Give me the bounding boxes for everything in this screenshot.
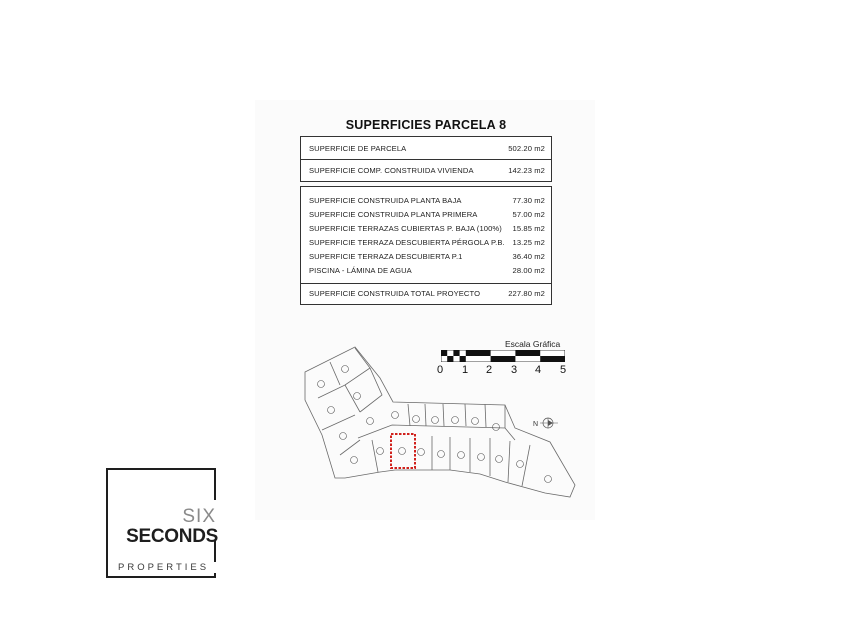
logo-six: SIX: [182, 506, 216, 527]
highlighted-plot: [391, 434, 415, 468]
row-label: SUPERFICIE CONSTRUIDA PLANTA BAJA: [309, 196, 462, 205]
table-total-row: [309, 289, 545, 298]
row-label: SUPERFICIE COMP. CONSTRUIDA VIVIENDA: [309, 166, 474, 175]
table-row: [309, 196, 545, 205]
surface-table-bottom: [300, 186, 552, 305]
row-value: 502.20 m2: [508, 144, 545, 153]
logo-properties: PROPERTIES: [118, 562, 218, 573]
scale-title: Escala Gráfica: [505, 339, 561, 349]
plot-markers: [318, 366, 552, 483]
logo-seconds: SECONDS: [126, 526, 218, 547]
surface-table-top: [300, 136, 552, 182]
table-title: SUPERFICIES PARCELA 8: [345, 118, 507, 132]
scale-number: 5: [560, 364, 567, 376]
row-label: SUPERFICIE TERRAZA DESCUBIERTA PÉRGOLA P.B.: [309, 238, 505, 247]
scale-number: 1: [462, 364, 469, 376]
north-label: N: [533, 421, 539, 428]
row-value: 15.85 m2: [512, 224, 545, 233]
row-value: 13.25 m2: [512, 238, 545, 247]
row-label: SUPERFICIE CONSTRUIDA TOTAL PROYECTO: [309, 289, 481, 298]
row-value: 36.40 m2: [512, 252, 545, 261]
row-label: SUPERFICIE CONSTRUIDA PLANTA PRIMERA: [309, 210, 478, 219]
row-value: 28.00 m2: [512, 266, 545, 275]
site-plan: [300, 340, 590, 520]
row-label: SUPERFICIE DE PARCELA: [309, 144, 407, 153]
table-row: [309, 266, 545, 275]
table-row: [309, 252, 545, 261]
table-row: [309, 210, 545, 219]
table-row: [309, 166, 545, 175]
row-label: SUPERFICIE TERRAZAS CUBIERTAS P. BAJA (100%): [309, 224, 502, 233]
row-divider: [301, 159, 551, 160]
scale-number: 3: [511, 364, 518, 376]
row-label: PISCINA - LÁMINA DE AGUA: [309, 266, 412, 275]
table-row: [309, 144, 545, 153]
row-divider: [301, 283, 551, 284]
scale-number: 4: [535, 364, 542, 376]
row-value: 57.00 m2: [512, 210, 545, 219]
table-row: [309, 238, 545, 247]
row-value: 227.80 m2: [508, 289, 545, 298]
scale-number: 2: [486, 364, 493, 376]
row-value: 142.23 m2: [508, 166, 545, 175]
row-value: 77.30 m2: [512, 196, 545, 205]
row-label: SUPERFICIE TERRAZA DESCUBIERTA P.1: [309, 252, 463, 261]
scale-number: 0: [437, 364, 444, 376]
table-row: [309, 224, 545, 233]
north-arrow-icon: [533, 418, 558, 428]
